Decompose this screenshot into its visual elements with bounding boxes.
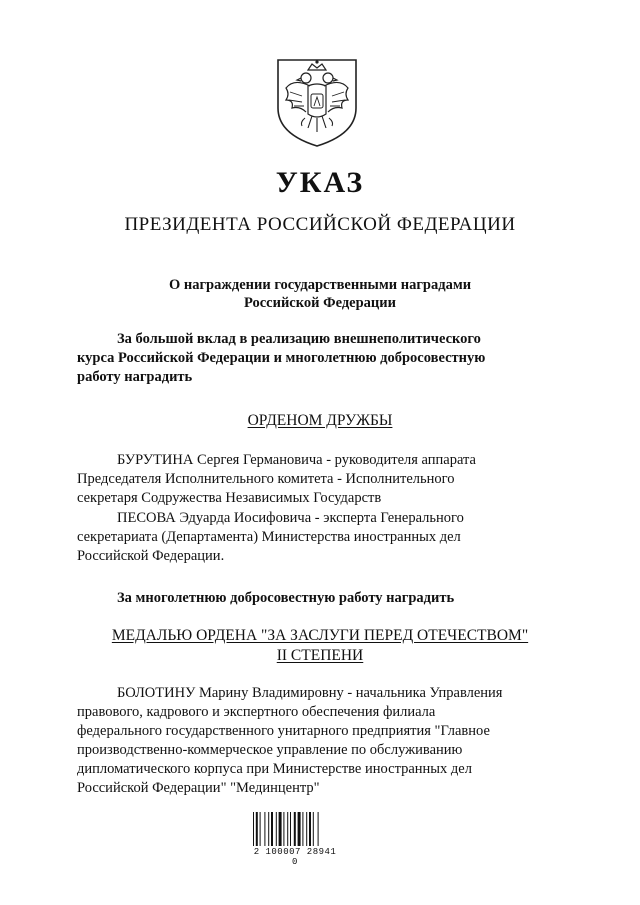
award-title-text: ОРДЕНОМ ДРУЖБЫ — [247, 412, 393, 429]
document-subtitle: ПРЕЗИДЕНТА РОССИЙСКОЙ ФЕДЕРАЦИИ — [124, 214, 516, 235]
recipient-line: Председателя Исполнительного комитета - Исполнительного — [77, 471, 455, 487]
recipient-line: Российской Федерации" "Мединцентр" — [77, 780, 320, 796]
intro-line: работу наградить — [77, 369, 193, 385]
award-title-text: МЕДАЛЬЮ ОРДЕНА "ЗА ЗАСЛУГИ ПЕРЕД ОТЕЧЕСТВОМ" — [111, 627, 529, 644]
recipient-line: Российской Федерации. — [77, 548, 225, 564]
intro-paragraph — [77, 330, 563, 387]
recipient-line: дипломатического корпуса при Министерстве иностранных дел — [77, 761, 472, 777]
subject-line: О награждении государственными наградами — [168, 277, 472, 293]
recipient-line: федерального государственного унитарного предприятия "Главное — [77, 723, 490, 739]
decree-subject — [0, 276, 640, 312]
recipient-line: секретаря Содружества Независимых Государств — [77, 490, 382, 506]
coat-of-arms-emblem — [272, 56, 362, 148]
barcode-number: 2 100007 28941 0 — [253, 847, 337, 867]
recipient-line: БОЛОТИНУ Марину Владимировну - начальника Управления — [117, 685, 503, 701]
intro-line: За большой вклад в реализацию внешнеполитического — [117, 331, 481, 347]
recipient-paragraph — [77, 451, 563, 508]
recipient-line: секретариата (Департамента) Министерства иностранных дел — [77, 529, 461, 545]
recipient-line: производственно-коммерческое управление по обслуживанию — [77, 742, 463, 758]
intro-line: За многолетнюю добросовестную работу наградить — [117, 590, 455, 606]
award-title-medal — [0, 626, 640, 666]
recipient-line: ПЕСОВА Эдуарда Иосифовича - эксперта Генерального — [117, 510, 464, 526]
intro-line: курса Российской Федерации и многолетнюю добросовестную — [77, 350, 486, 366]
subject-line: Российской Федерации — [243, 295, 396, 311]
award-title-text: II СТЕПЕНИ — [276, 647, 364, 664]
recipient-line: правового, кадрового и экспертного обеспечения филиала — [77, 704, 436, 720]
award-title-order-of-friendship — [0, 411, 640, 431]
recipient-line: БУРУТИНА Сергея Германовича - руководителя аппарата — [117, 452, 476, 468]
recipient-paragraph — [77, 509, 563, 566]
barcode — [252, 812, 338, 867]
barcode-bars — [252, 812, 338, 846]
recipient-paragraph — [77, 684, 563, 798]
document-title: УКАЗ — [275, 166, 365, 199]
intro-paragraph-2 — [77, 589, 563, 608]
